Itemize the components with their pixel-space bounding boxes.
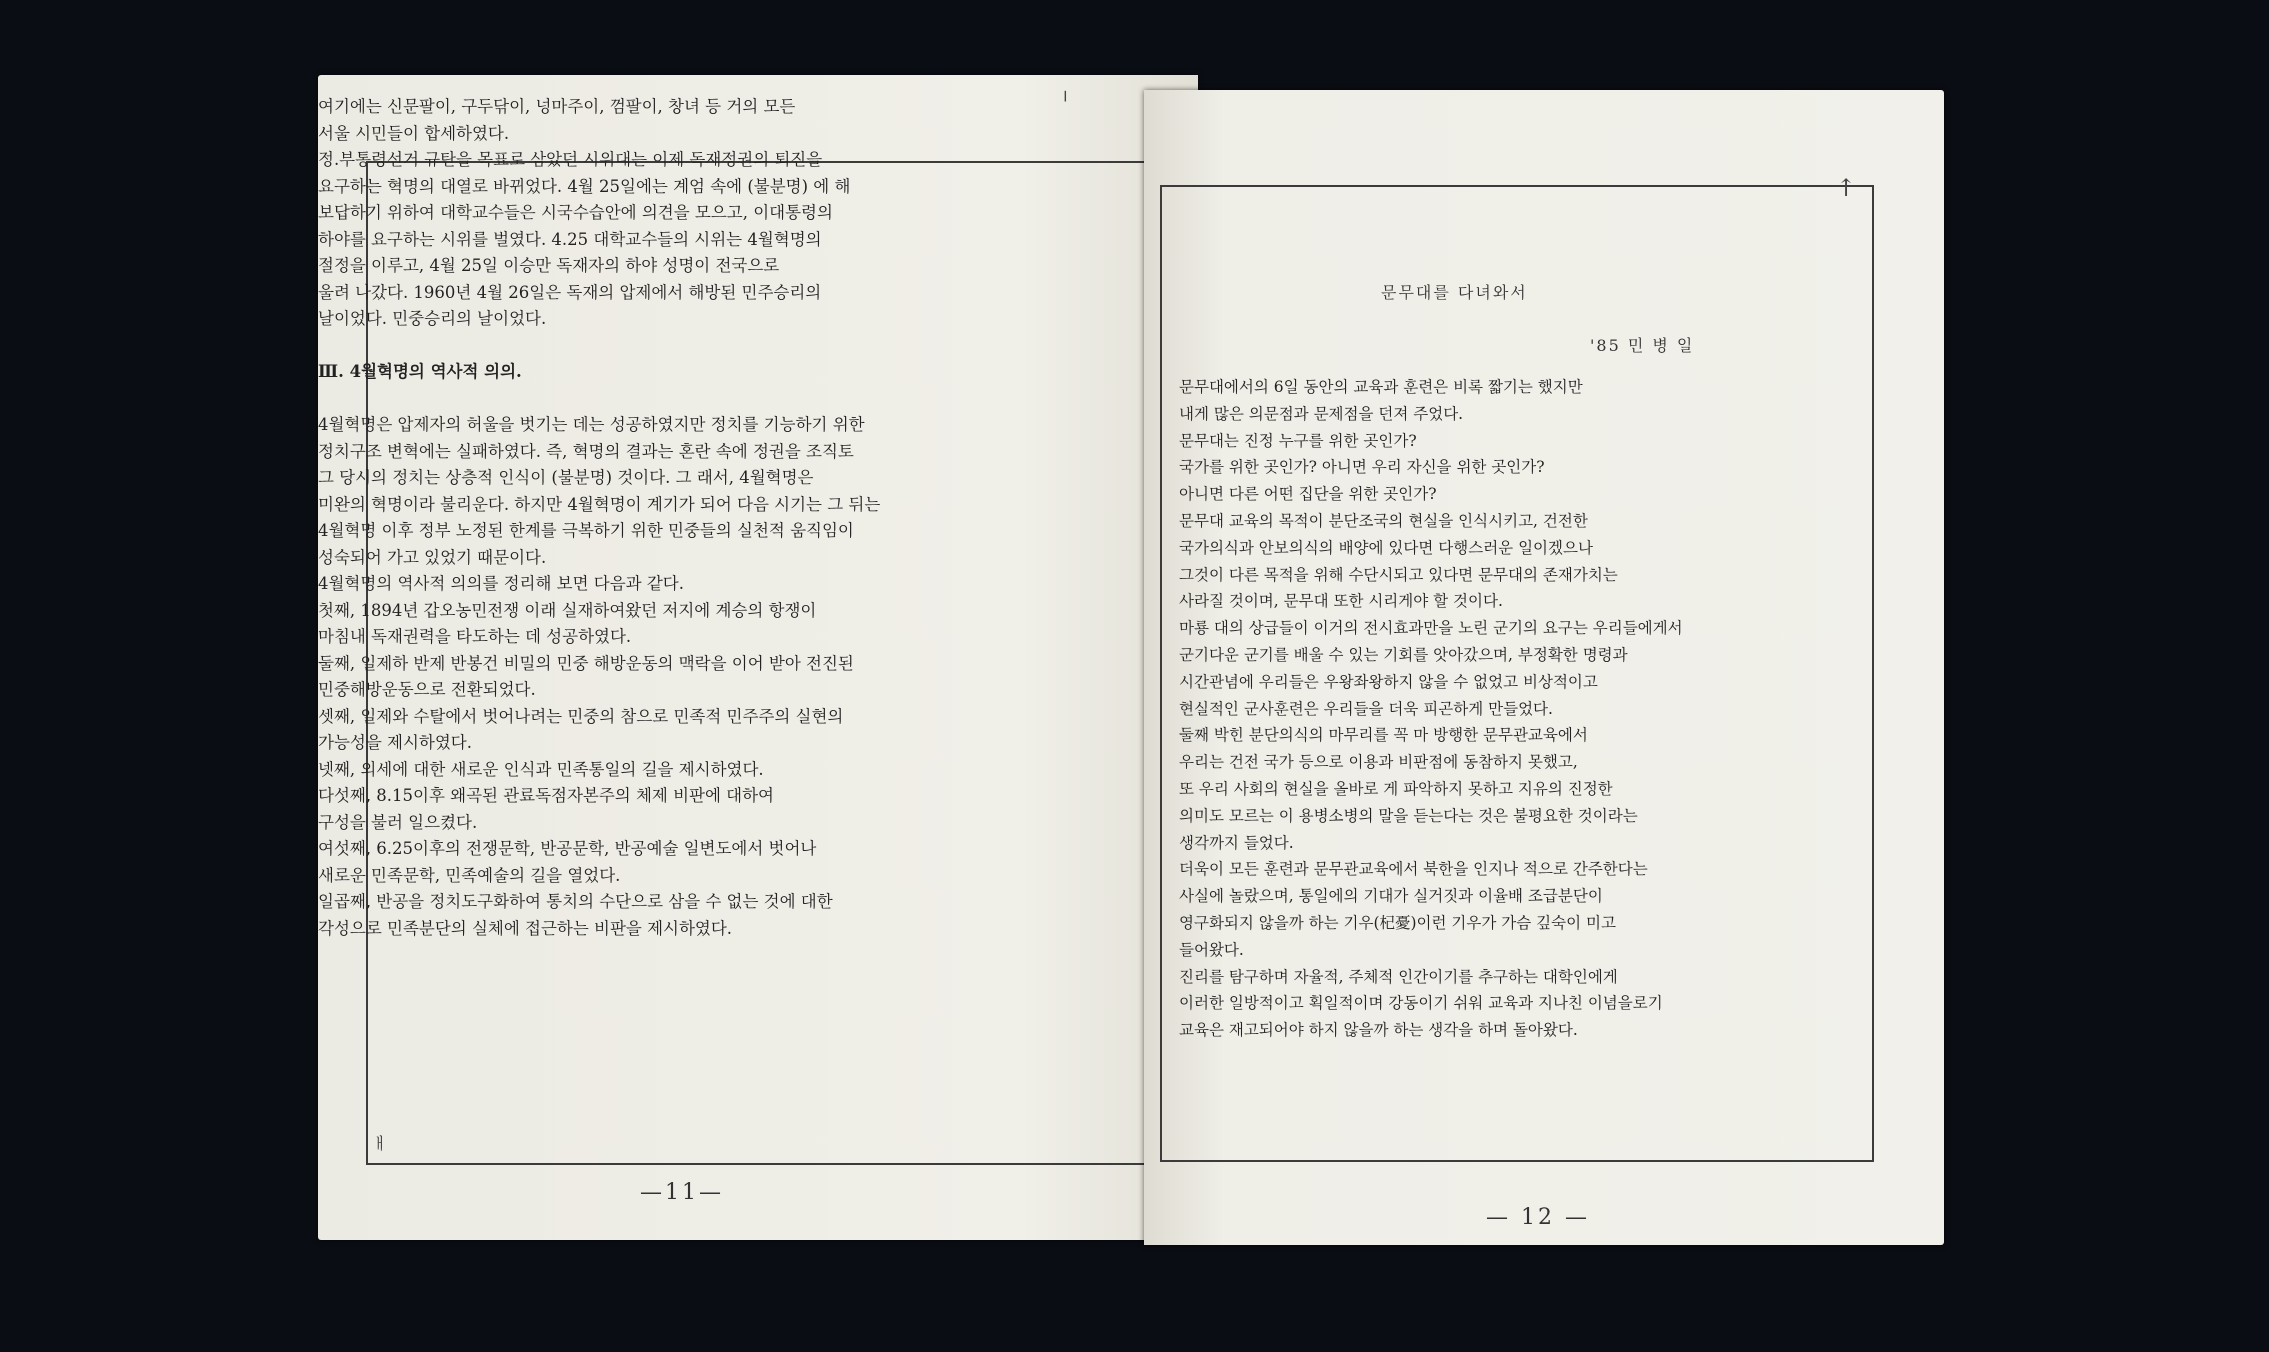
text-line: 첫째, 1894년 갑오농민전쟁 이래 실재하여왔던 저지에 계승의 항쟁이 <box>318 600 817 620</box>
text-line: 여기에는 신문팔이, 구두닦이, 넝마주이, 껌팔이, 창녀 등 거의 모든 <box>318 97 796 116</box>
text-line: 4월혁명 이후 정부 노정된 한계를 극복하기 위한 민중들의 실천적 움직임이 <box>318 521 854 540</box>
text-line: 날이었다. 민중승리의 날이었다. <box>318 309 547 328</box>
text-line: 아니면 다른 어떤 집단을 위한 곳인가? <box>1179 485 1437 504</box>
text-line: 국가의식과 안보의식의 배양에 있다면 다행스러운 일이겠으나 <box>1179 538 1593 557</box>
text-line: 문무대 교육의 목적이 분단조국의 현실을 인식시키고, 건전한 <box>1179 512 1588 530</box>
text-line: 진리를 탐구하며 자율적, 주체적 인간이기를 추구하는 대학인에게 <box>1179 967 1618 986</box>
text-line: 성숙되어 가고 있었기 때문이다. <box>318 547 547 567</box>
text-line: 절정을 이루고, 4월 25일 이승만 독재자의 하야 성명이 전국으로 <box>318 256 780 275</box>
text-line: 또 우리 사회의 현실을 올바로 게 파악하지 못하고 지유의 진정한 <box>1179 780 1613 798</box>
text-line: 문무대는 진정 누구를 위한 곳인가? <box>1179 431 1417 450</box>
text-line: 둘째 박힌 분단의식의 마무리를 꼭 마 방행한 문무관교육에서 <box>1179 726 1588 745</box>
text-line: 하야를 요구하는 시위를 벌였다. 4.25 대학교수들의 시위는 4월혁명의 <box>318 229 822 249</box>
left-page <box>318 75 1198 1240</box>
text-line: 시간관념에 우리들은 우왕좌왕하지 않을 수 없었고 비상적이고 <box>1179 672 1598 691</box>
article-title: 문무대를 다녀와서 <box>1381 283 1528 302</box>
text-line: 영구화되지 않을까 하는 기우(杞憂)이런 기우가 가슴 깊숙이 미고 <box>1179 914 1616 932</box>
right-page <box>1144 90 1944 1245</box>
text-line: 현실적인 군사훈련은 우리들을 더욱 피곤하게 만들었다. <box>1179 699 1553 718</box>
text-line: 울려 나갔다. 1960년 4월 26일은 독재의 압제에서 해방된 민주승리의 <box>318 282 822 302</box>
text-line: 사라질 것이며, 문무대 또한 시리게야 할 것이다. <box>1179 592 1503 611</box>
text-line: 정.부통령선거 규탄을 목표로 삼았던 시위대는 이제 독재정권의 퇴진을 <box>318 150 823 169</box>
text-line: 들어왔다. <box>1179 940 1244 959</box>
text-line: 민중해방운동으로 전환되었다. <box>318 680 536 699</box>
text-line: 다섯째, 8.15이후 왜곡된 관료독점자본주의 체제 비판에 대하여 <box>318 786 774 805</box>
corner-tick: ↑ <box>1836 174 1857 202</box>
text-line: 둘째, 일제하 반제 반봉건 비밀의 민중 해방운동의 맥락을 이어 받아 전진된 <box>318 653 854 673</box>
text-line: 각성으로 민족분단의 실체에 접근하는 비판을 제시하였다. <box>318 918 733 938</box>
text-line: 4월혁명의 역사적 의의를 정리해 보면 다음과 같다. <box>318 574 684 593</box>
text-line: 일곱째, 반공을 정치도구화하여 통치의 수단으로 삼을 수 없는 것에 대한 <box>318 892 833 911</box>
binding-mark: ╷ <box>1060 81 1071 102</box>
text-line: 생각까지 들었다. <box>1179 833 1294 852</box>
text-line: 군기다운 군기를 배울 수 있는 기회를 앗아갔으며, 부정확한 명령과 <box>1179 646 1628 664</box>
text-line: 우리는 건전 국가 등으로 이용과 비판점에 동참하지 못했고, <box>1179 753 1578 772</box>
booklet <box>318 72 1943 1242</box>
text-line: 구성을 불러 일으켰다. <box>318 812 478 832</box>
page-number-right: — 12 — <box>1486 1205 1590 1230</box>
text-line: 사실에 놀랐으며, 통일에의 기대가 실거짓과 이율배 조급분단이 <box>1179 887 1603 906</box>
corner-mark: ㅐ <box>372 1134 388 1153</box>
text-line: 교육은 재고되어야 하지 않을까 하는 생각을 하며 돌아왔다. <box>1179 1021 1578 1040</box>
text-line: 새로운 민족문학, 민족예술의 길을 열었다. <box>318 865 621 885</box>
text-line: 그것이 다른 목적을 위해 수단시되고 있다면 문무대의 존재가치는 <box>1179 565 1618 584</box>
text-line: 4월혁명은 압제자의 허울을 벗기는 데는 성공하였지만 정치를 기능하기 위한 <box>318 415 865 434</box>
text-line: 정치구조 변혁에는 실패하였다. 즉, 혁명의 결과는 혼란 속에 정권을 조직토 <box>318 441 854 461</box>
text-line: Ⅲ. 4월혁명의 역사적 의의. <box>318 362 522 381</box>
text-line: 미완의 혁명이라 불리운다. 하지만 4월혁명이 계기가 되어 다음 시기는 그 뒤는 <box>318 494 881 514</box>
text-line: 가능성을 제시하였다. <box>318 733 472 752</box>
text-line: 여섯째, 6.25이후의 전쟁문학, 반공문학, 반공예술 일변도에서 벗어나 <box>318 839 817 858</box>
article-author: '85 민 병 일 <box>1590 336 1695 355</box>
text-line: 이러한 일방적이고 획일적이며 강동이기 쉬워 교육과 지나친 이념을로기 <box>1179 994 1663 1013</box>
text-line: 마룡 대의 상급들이 이거의 전시효과만을 노린 군기의 요구는 우리들에게서 <box>1179 619 1683 638</box>
text-line: 서울 시민들이 합세하였다. <box>318 123 510 143</box>
page-number-left: —11— <box>640 1180 724 1205</box>
text-line: 넷째, 외세에 대한 새로운 인식과 민족통일의 길을 제시하였다. <box>318 759 764 779</box>
text-line: 셋째, 일제와 수탈에서 벗어나려는 민중의 참으로 민족적 민주주의 실현의 <box>318 706 844 726</box>
text-line: 그 당시의 정치는 상층적 인식이 (불분명) 것이다. 그 래서, 4월혁명은 <box>318 468 814 487</box>
text-line: 내게 많은 의문점과 문제점을 던져 주었다. <box>1179 404 1464 423</box>
text-line: 의미도 모르는 이 용병소병의 말을 듣는다는 것은 불평요한 것이라는 <box>1179 806 1638 825</box>
text-line: 요구하는 혁명의 대열로 바뀌었다. 4월 25일에는 계엄 속에 (불분명) 에 해 <box>318 176 851 196</box>
text-line: 문무대에서의 6일 동안의 교육과 훈련은 비록 짧기는 했지만 <box>1179 378 1583 396</box>
text-line: 더욱이 모든 훈련과 문무관교육에서 북한을 인지나 적으로 간주한다는 <box>1179 860 1648 879</box>
text-line: 마침내 독재권력을 타도하는 데 성공하였다. <box>318 627 632 646</box>
text-line: 국가를 위한 곳인가? 아니면 우리 자신을 위한 곳인가? <box>1179 458 1545 477</box>
text-line: 보답하기 위하여 대학교수들은 시국수습안에 의견을 모으고, 이대통령의 <box>318 203 833 222</box>
